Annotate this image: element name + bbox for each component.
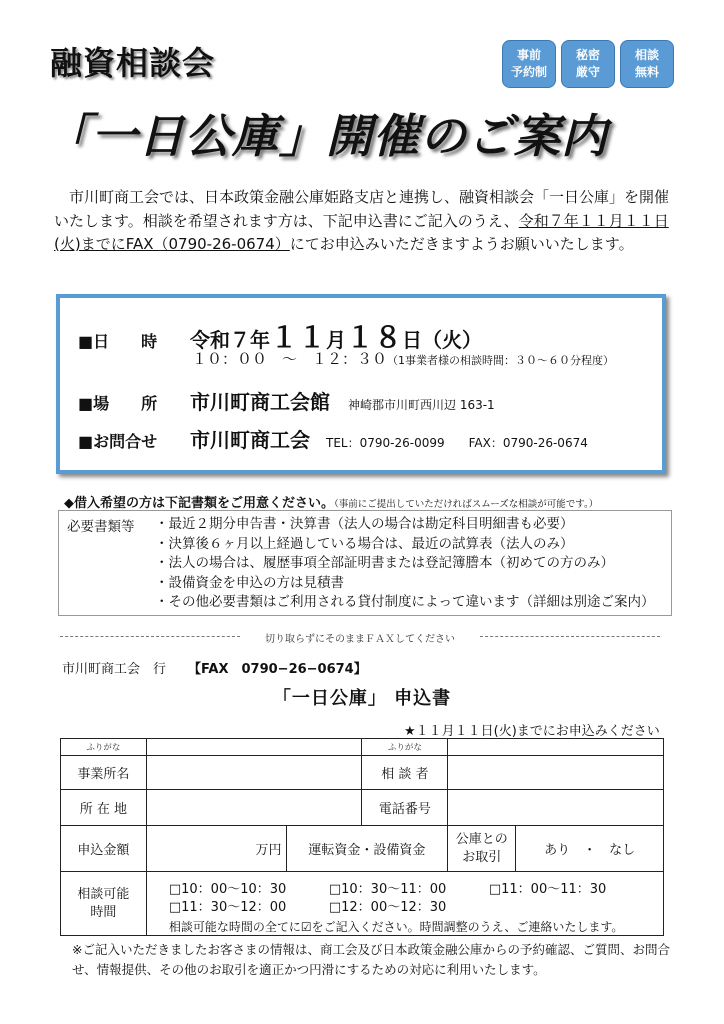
document-item: ・法人の場合は、履歴事項全部証明書または登記簿謄本（初めての方のみ） <box>155 555 614 571</box>
relation-options[interactable]: あり ・ なし <box>516 826 664 872</box>
document-item: ・決算後６ヶ月以上経過している場合は、最近の試算表（法人のみ） <box>155 535 574 552</box>
recipient-name: 市川町商工会 行 <box>62 662 167 677</box>
slots-label: 相談可能 時間 <box>61 872 147 936</box>
intro-text: 市川町商工会では、日本政策金融公庫姫路支店と連携し、融資相談会「一日公庫」を開催いたします。相談を希望されます方は、下記申込書にご記入のうえ、 <box>54 188 670 230</box>
date-label: ■日 時 <box>78 332 158 351</box>
contact-label: ■お問合せ <box>78 432 158 451</box>
form-title: 「一日公庫」 申込書 <box>272 688 452 709</box>
badge-line: 予約制 <box>510 65 547 79</box>
slot-option[interactable]: □10：30～11：00 <box>328 882 447 897</box>
business-name-field[interactable] <box>146 756 362 790</box>
furigana-label: ふりがな <box>61 739 147 756</box>
phone-field[interactable] <box>448 790 664 826</box>
cut-line-dash-right <box>480 636 660 637</box>
intro-paragraph <box>54 186 672 257</box>
furigana-label: ふりがな <box>362 739 448 756</box>
consultant-furigana-field[interactable] <box>448 739 664 756</box>
amount-field[interactable] <box>146 826 286 872</box>
business-name-label: 事業所名 <box>61 756 147 790</box>
privacy-note: ※ご記入いただきましたお客さまの情報は、商工会及び日本政策金融公庫からの予約確認、ご質問、お問合せ、情報提供、その他のお取引を適正かつ円滑にするための対応に利用いたします。 <box>72 942 670 977</box>
date-month-unit: 月 <box>326 328 347 352</box>
application-form <box>60 738 664 936</box>
contact-name: 市川町商工会 <box>190 428 310 452</box>
time-note: （1事業者様の相談時間：３０～６０分程度） <box>387 354 615 367</box>
badge-line: 無料 <box>634 65 659 79</box>
documents-list <box>155 515 655 613</box>
phone-label: 電話番号 <box>362 790 448 826</box>
contact-tel: TEL：0790-26-0099 <box>326 436 445 450</box>
form-deadline: ★１１月１１日(火)までにお申込みください <box>404 724 660 739</box>
date-era: 令和７年 <box>190 328 270 352</box>
badge-line: 厳守 <box>575 65 600 79</box>
documents-label: 必要書類等 <box>67 519 135 535</box>
event-subtitle: 融資相談会 <box>50 44 216 82</box>
form-recipient <box>62 658 367 677</box>
date-day: １８ <box>346 321 403 354</box>
time-row <box>192 348 614 369</box>
place-address: 神崎郡市川町西川辺 163-1 <box>348 398 495 412</box>
contact-fax: FAX：0790-26-0674 <box>468 436 588 450</box>
slots-note: 相談可能な時間の全てに☑をご記入ください。時間調整のうえ、ご連絡いたします。 <box>168 920 624 934</box>
documents-box <box>58 510 672 616</box>
address-field[interactable] <box>146 790 362 826</box>
amount-unit: 万円 <box>255 843 282 858</box>
slots-cell <box>146 872 663 936</box>
documents-heading <box>64 492 598 511</box>
date-month: １１ <box>270 321 327 354</box>
badge-line: 相談 <box>634 48 659 62</box>
slot-option[interactable]: □11：00～11：30 <box>488 882 607 897</box>
badge-confidential <box>561 40 615 88</box>
place-row <box>78 386 495 415</box>
place-label: ■場 所 <box>78 394 158 413</box>
date-weekday: （火） <box>422 328 483 352</box>
event-time: １０：００ ～ １２：３０ <box>192 350 388 368</box>
address-label: 所 在 地 <box>61 790 147 826</box>
consultant-label: 相 談 者 <box>362 756 448 790</box>
consultant-field[interactable] <box>448 756 664 790</box>
slot-option[interactable]: □12：00～12：30 <box>328 900 447 915</box>
document-item: ・設備資金を申込の方は見積書 <box>155 574 344 591</box>
badge-line: 秘密 <box>575 48 600 62</box>
slot-option[interactable]: □10：00～10：30 <box>168 882 287 897</box>
place-name: 市川町商工会館 <box>190 390 330 414</box>
cut-line-text: 切り取らずにそのままＦＡＸしてください <box>265 634 455 645</box>
badge-reservation <box>502 40 556 88</box>
recipient-fax: 【FAX 0790−26−0674】 <box>188 662 367 677</box>
date-day-unit: 日 <box>402 328 423 352</box>
cut-line-dash-left <box>60 636 240 637</box>
relation-label: 公庫との お取引 <box>448 826 516 872</box>
cut-line <box>60 630 660 645</box>
intro-text-end: にてお申込みいただきますようお願いいたします。 <box>289 235 634 253</box>
badge-line: 事前 <box>516 48 541 62</box>
intro-deadline: 令和７年１１月１１日(火)までにFAX（0790-26-0674） <box>54 211 669 253</box>
badge-free <box>620 40 674 88</box>
amount-label: 申込金額 <box>61 826 147 872</box>
documents-heading-note: （事前にご提出していただければスムーズな相談が可能です。） <box>334 499 599 510</box>
document-item: ・その他必要書類はご利用される貸付制度によって違います（詳細は別途ご案内） <box>155 594 655 610</box>
slot-option[interactable]: □11：30～12：00 <box>168 900 287 915</box>
page-title: 「一日公庫」開催のご案内 <box>44 109 608 163</box>
contact-row <box>78 424 588 453</box>
fund-type-field[interactable]: 運転資金・設備資金 <box>286 826 448 872</box>
business-furigana-field[interactable] <box>146 739 362 756</box>
documents-heading-text: ◆借入希望の方は下記書類をご用意ください。 <box>64 496 334 511</box>
document-item: ・最近２期分申告書・決算書（法人の場合は勘定科目明細書も必要） <box>155 516 574 532</box>
event-info-box <box>56 294 666 474</box>
